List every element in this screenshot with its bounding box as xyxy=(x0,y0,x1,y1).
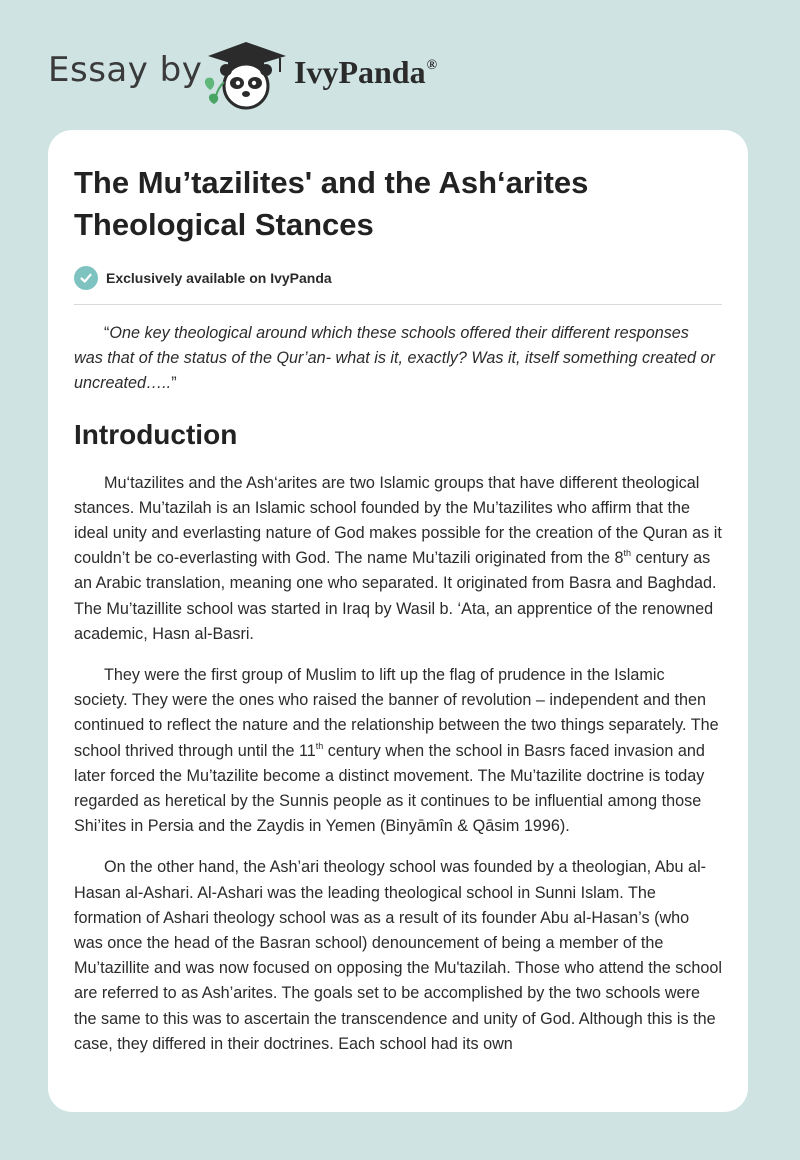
essay-content xyxy=(74,162,722,1057)
essay-card xyxy=(48,130,748,1112)
quote-open-mark: “ xyxy=(104,324,110,342)
section-heading: Introduction xyxy=(74,418,238,450)
paragraph: On the other hand, the Ash’ari theology school was founded by a theologian, Abu al-Hasan al-Ashari. Al-Ashari was the leading theological school in Sunni Islam. The formation of Ashari theology school was as a result of its founder Abu al-Hasan’s (who was once the head of the Basran school) denouncement of being a member of the Mu’tazillite and was now focused on opposing the Mu'tazilah. Those who attend the school are referred to as Ash’arites. The goals set to be accomplished by the two schools were the same to this was to ascertain the transcendence and unity of God. Although this is the case, they differed in their doctrines. Each school had its own xyxy=(74,858,722,1053)
registered-mark: ® xyxy=(426,58,438,73)
superscript: th xyxy=(315,740,324,751)
superscript: th xyxy=(623,548,631,559)
quote-text: One key theological around which these schools offered their different responses was that of the status of the Qur’an- what is it, exactly? Was it, itself something created or uncreated….. xyxy=(74,324,715,393)
paragraph-1-part-a: Mu‘tazilites and the Ash‘arites are two Islamic groups that have different theological stances. Mu’tazilah is an Islamic school founded by the Mu’tazilites who affirm that the ideal unity and everlasting nature of God makes possible for the creation of the Quran as it couldn’t be co-everlasting with God. The name Mu’tazili originated from the 8 xyxy=(74,473,722,568)
check-icon xyxy=(74,266,98,290)
intro-quote xyxy=(74,321,722,397)
essay-by-label: Essay by xyxy=(48,50,203,90)
paragraph xyxy=(74,471,722,647)
badge-text: Exclusively available on IvyPanda xyxy=(106,270,332,286)
brand-text: IvyPanda xyxy=(294,54,426,90)
paragraph-2-part-a: They were the first group of Muslim to lift up the flag of prudence in the Islamic society. They were the ones who raised the banner of revolution – independent and then continued to reflect the nature and the relationship between the two things separately. The school thrived through until the 11 xyxy=(74,666,719,760)
essay-title: The Mu’tazilites' and the Ash‘arites Theological Stances xyxy=(74,165,589,242)
paragraph-1-part-b: century as an Arabic translation, meaning one who separated. It originated from Basra and Baghdad. The Mu’tazillite school was started in Iraq by Wasil b. ‘Ata, an apprentice of the renowned academic, Hasn al-Basri. xyxy=(74,549,717,643)
exclusive-badge xyxy=(74,264,722,292)
site-header xyxy=(0,0,800,130)
brand-name[interactable] xyxy=(294,54,437,91)
paragraph-2-part-b: century when the school in Basrs faced invasion and later forced the Mu’tazilite become a distinct movement. The Mu’tazilite doctrine is today regarded as heretical by the Sunnis people as it continues to be influential among those Shi’ites in Persia and the Zaydis in Yemen (Binyāmîn & Qāsim 1996). xyxy=(74,741,705,836)
divider xyxy=(74,304,722,305)
panda-logo-icon[interactable] xyxy=(200,38,290,110)
quote-close-mark: ” xyxy=(171,374,177,393)
paragraph xyxy=(74,663,722,839)
